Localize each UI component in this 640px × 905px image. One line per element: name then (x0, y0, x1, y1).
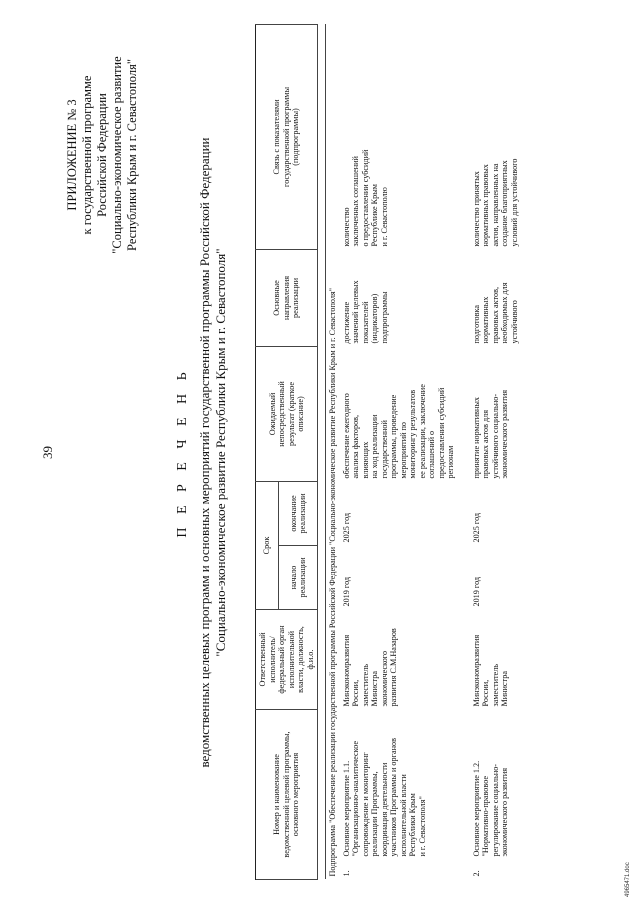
page-number: 39 (40, 446, 55, 459)
header-directions: Основные направления реализации (256, 249, 318, 346)
header-start: начало реализации (279, 546, 318, 610)
header-separator (318, 24, 326, 879)
row-link: количество заключенных соглашений о предоставлении субсидий Республике Крым и г. Севастополю (341, 149, 389, 247)
table-row (458, 24, 522, 879)
measures-table (255, 24, 521, 880)
header-name: Номер и наименование ведомственной целевой программы, основного мероприятия (256, 710, 318, 880)
title-line-2: "Социально-экономическое развитие Республики Крым и г. Севастополя" (213, 248, 228, 657)
title-heading: П Е Р Е Ч Е Н Ь (175, 367, 190, 538)
document-title (175, 0, 229, 905)
row-start: 2019 год (471, 576, 481, 607)
appendix-block (65, 5, 140, 305)
row-responsible: Минэкономразвития России, заместитель Министра (471, 634, 509, 707)
row-start: 2019 год (341, 576, 351, 607)
row-result: обеспечение ежегодного анализа факторов, влияющих на ход реализации государственной программы, проведение мероприятий по мониторингу результатов ее реализации, заключение соглашений о предоставлении субсидий регионам (341, 384, 455, 479)
header-result: Ожидаемый непосредственный результат (краткое описание) (256, 346, 318, 481)
file-name-footer: 4965471.doc (625, 862, 631, 897)
header-link: Связь с показателями государственной программы (подпрограммы) (256, 24, 318, 249)
row-directions: достижение значений целевых показателей (индикаторов) подпрограммы (341, 280, 389, 344)
appendix-line: Российской Федерации (95, 93, 109, 217)
row-responsible: Минэкономразвития России, заместитель Министра экономического развития С.М.Назаров (341, 628, 398, 707)
appendix-line: Республики Крым и г. Севастополя" (125, 59, 139, 251)
appendix-line: к государственной программе (80, 75, 94, 235)
table-row (340, 24, 458, 879)
header-responsible: Ответственный исполнитель/ федеральный орган исполнительной власти, должность, ф.и.о. (256, 610, 318, 710)
subprogram-title: Подпрограмма "Обеспечение реализации государственной программы Российской Федерации "Социально-экономическое развитие Республики Крым и г. Севастополя" (328, 287, 337, 877)
header-term: Срок (256, 481, 279, 609)
row-result: принятие нормативных правовых актов для устойчивого социально- экономического развития (471, 389, 509, 479)
appendix-line: ПРИЛОЖЕНИЕ № 3 (65, 99, 79, 211)
header-end: окончание реализации (279, 481, 318, 545)
row-end: 2025 год (341, 512, 351, 543)
title-line-1: ведомственных целевых программ и основных мероприятий государственной программы Российской Федерации (197, 137, 212, 768)
row-number: 2. (471, 870, 481, 877)
row-end: 2025 год (471, 512, 481, 543)
row-link: количество принятых нормативных правовых актов, направленных на создание благоприятных условий для устойчивого (471, 158, 519, 247)
appendix-line: "Социально-экономическое развитие (110, 56, 124, 254)
subprogram-row (326, 24, 340, 879)
row-number: 1. (341, 870, 351, 877)
row-name: Основное мероприятие 1.1. "Организационно-аналитическое сопровождение и мониторинг реализации Программы, координация деятельности участников Программы и органов исполнительной власти Республики Крым и г. Севастополя" (341, 738, 427, 857)
row-directions: подготовка нормативных правовых актов, необходимых для устойчивого (471, 282, 519, 344)
row-name: Основное мероприятие 1.2. "Нормативно-правовое регулирование социально- экономического развития (471, 760, 509, 857)
